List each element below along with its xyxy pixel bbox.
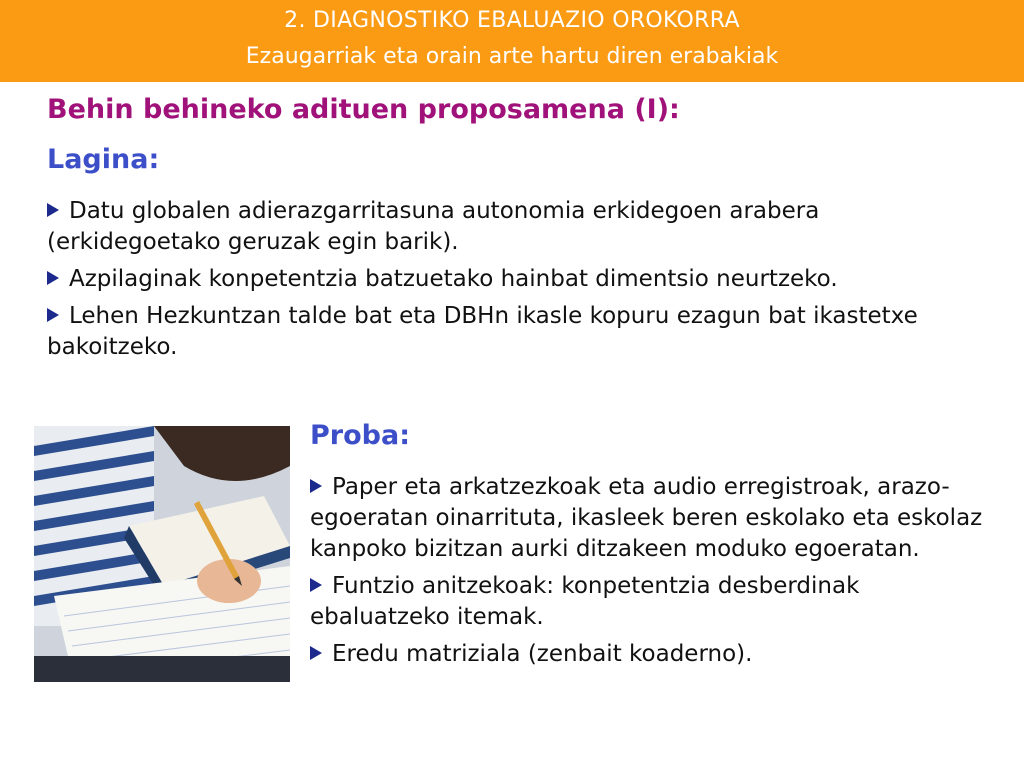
header-banner: [0, 0, 1024, 82]
section-title: 2. DIAGNOSTIKO EBALUAZIO OROKORRA: [284, 8, 740, 33]
proba-heading: Proba:: [310, 420, 410, 451]
student-writing-photo: [34, 426, 290, 682]
list-item: Paper eta arkatzezkoak eta audio erregistroak, arazo-egoeratan oinarrituta, ikasleek beren eskolako eta eskolaz kanpoko bizitzan aurki ditzakeen moduko egoeratan.: [310, 474, 983, 562]
lagina-list: [47, 196, 977, 363]
triangle-bullet-icon: [47, 203, 59, 217]
list-item: Funtzio anitzekoak: konpetentzia desberdinak ebaluatzeko itemak.: [310, 573, 860, 630]
list-item: Azpilaginak konpetentzia batzuetako hainbat dimentsio neurtzeko.: [47, 264, 977, 295]
triangle-bullet-icon: [310, 578, 322, 592]
triangle-bullet-icon: [310, 646, 322, 660]
triangle-bullet-icon: [47, 308, 59, 322]
list-item: Lehen Hezkuntzan talde bat eta DBHn ikasle kopuru ezagun bat ikastetxe bakoitzeko.: [47, 303, 918, 360]
proba-list: [310, 472, 1000, 670]
slide-title: Behin behineko adituen proposamena (I):: [47, 94, 680, 125]
list-item: Datu globalen adierazgarritasuna autonomia erkidegoen arabera (erkidegoetako geruzak egin barik).: [47, 198, 820, 255]
triangle-bullet-icon: [310, 479, 322, 493]
lagina-heading: Lagina:: [47, 144, 160, 175]
photo-illustration: [34, 426, 290, 682]
triangle-bullet-icon: [47, 271, 59, 285]
list-item: Eredu matriziala (zenbait koaderno).: [310, 639, 1000, 670]
section-subtitle: Ezaugarriak eta orain arte hartu diren erabakiak: [245, 44, 779, 69]
